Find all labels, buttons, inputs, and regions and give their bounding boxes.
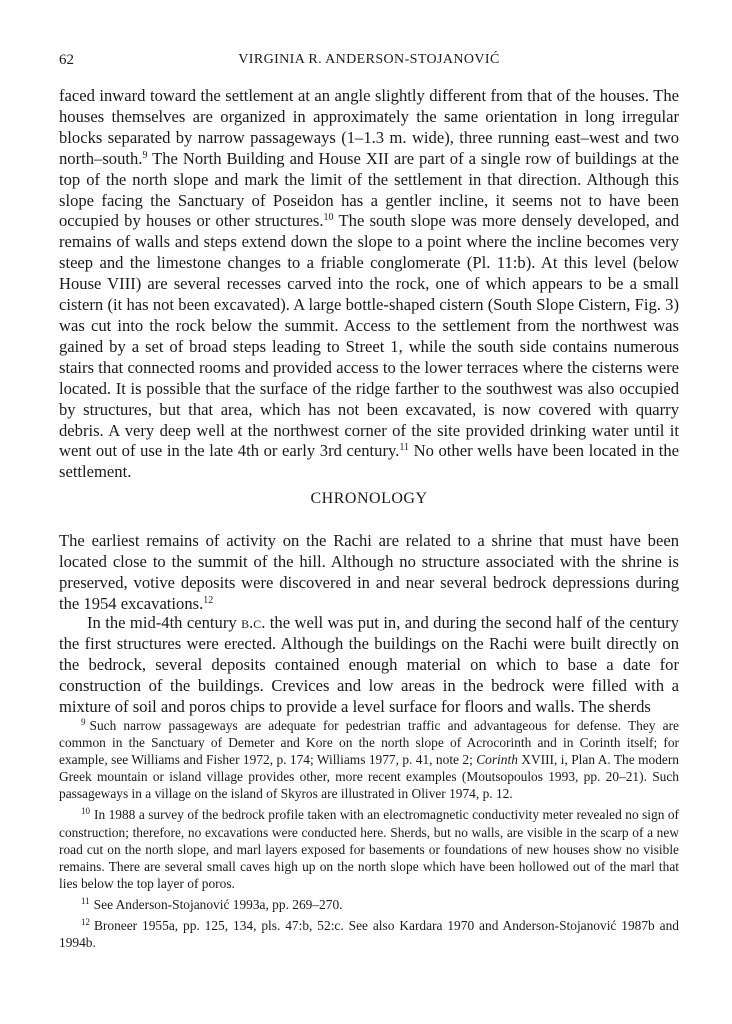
p3-era-abbrev: b.c. — [241, 613, 266, 632]
footnote-9 — [59, 717, 679, 802]
body-paragraph-2 — [59, 531, 679, 615]
p1-text-c: The south slope was more densely developed, and remains of walls and steps extend down the slope to a point where the incline becomes very steep and the limestone changes to a friable conglomerate (Pl. 11:b). At this level (below House VIII) are several recesses carved into the rock, one of which appears to be a small cistern (it has not been excavated). A large bottle-shaped cistern (South Slope Cistern, Fig. 3) was cut into the rock below the summit. Access to the settlement from the northwest was gained by a set of broad steps leading to Street 1, while the south side contains numerous stairs that connected rooms and provided access to the lower terraces where the cisterns were located. It is possible that the surface of the ridge farther to the southwest was also occupied by structures, but that area, which has not been excavated, is now covered with quarry debris. A very deep well at the northwest corner of the site provided drinking water until it went out of use in the late 4th or early 3rd century. — [59, 211, 679, 461]
p1-text-b: The North Building and House XII are part of a single row of buildings at the top of the north slope and mark the limit of the settlement in that direction. Although this slope facing the Sanctuary of Poseidon has a gentler incline, it seems not to have been occupied by houses or other structures. — [59, 148, 679, 231]
footnote-12 — [59, 917, 679, 951]
footnote-9-number: 9 — [81, 717, 86, 727]
footnote-ref-10[interactable]: 10 — [323, 212, 334, 224]
footnote-10-number: 10 — [81, 806, 90, 817]
footnote-9-text-a: Such narrow passageways are adequate for pedestrian traffic and advantageous for defense. They are common in the Sanctuary of Demeter and Kore on the north slope of Acrocorinth and in Corinth itself; for example, see Williams and Fisher 1972, p. 174; Williams 1977, p. 41, note 2; — [59, 718, 679, 768]
running-head: VIRGINIA R. ANDERSON-STOJANOVIĆ — [238, 52, 500, 67]
footnote-ref-11[interactable]: 11 — [399, 442, 409, 454]
p2-text: The earliest remains of activity on the Rachi are related to a shrine that must have been located close to the summit of the hill. Although no structure associated with the shrine is preserved, votive deposits were discovered in and near several bedrock depressions during the 1954 excavations. — [59, 531, 679, 613]
footnote-10 — [59, 806, 679, 891]
footnote-9-text-b: XVIII, i, Plan A. The modern Greek mountain or island village provides other, more recent examples (Moutsopoulos 1993, pp. 20–21). Such passageways in a village on the island of Skyros are illustrated in Oliver 1974, p. 12. — [59, 752, 679, 802]
page-header — [59, 52, 679, 74]
body-paragraph-1 — [59, 86, 679, 483]
section-heading: CHRONOLOGY — [310, 490, 428, 507]
page-number: 62 — [59, 52, 74, 68]
footnote-11-text: See Anderson-Stojanović 1993a, pp. 269–270. — [93, 896, 343, 912]
footnote-11-number: 11 — [81, 895, 90, 906]
footnotes — [59, 717, 679, 955]
p3-text-a: In the mid-4th century — [87, 613, 242, 632]
body-paragraph-3 — [59, 613, 679, 718]
p1-text-a: faced inward toward the settlement at an angle slightly different from that of the houses. The houses themselves are organized in approximately the same orientation in long irregular blocks separated by narrow passageways (1–1.3 m. wide), three running east–west and two north–south. — [59, 86, 679, 168]
footnote-9-italic: Corinth — [476, 752, 518, 768]
footnote-ref-9[interactable]: 9 — [142, 149, 148, 161]
footnote-12-number: 12 — [81, 917, 90, 928]
p3-text-b: the well was put in, and during the second half of the century the first structures were erected. Although the buildings on the Rachi were built directly on the bedrock, several deposits contained enough material on which to base a date for construction of the buildings. Crevices and low areas in the bedrock were filled with a mixture of soil and poros chips to provide a level surface for floors and walls. The sherds — [59, 613, 679, 716]
footnote-11 — [59, 896, 679, 913]
footnote-12-text: Broneer 1955a, pp. 125, 134, pls. 47:b, 52:c. See also Kardara 1970 and Anderson-Stojanović 1987b and 1994b. — [59, 918, 679, 951]
footnote-ref-12[interactable]: 12 — [203, 594, 214, 606]
p1-text-d: No other wells have been located in the settlement. — [59, 441, 679, 482]
footnote-10-text: In 1988 a survey of the bedrock profile taken with an electromagnetic conductivity meter revealed no sign of construction; therefore, no excavations were conducted here. Sherds, but no walls, are visible in the scarp of a new road cut on the north slope, and marl layers exposed for basements or foundations of new houses show no visible remains. There are several small caves high up on the north slope which have been hollowed out of the marl that lies below the top layer of poros. — [59, 807, 679, 891]
